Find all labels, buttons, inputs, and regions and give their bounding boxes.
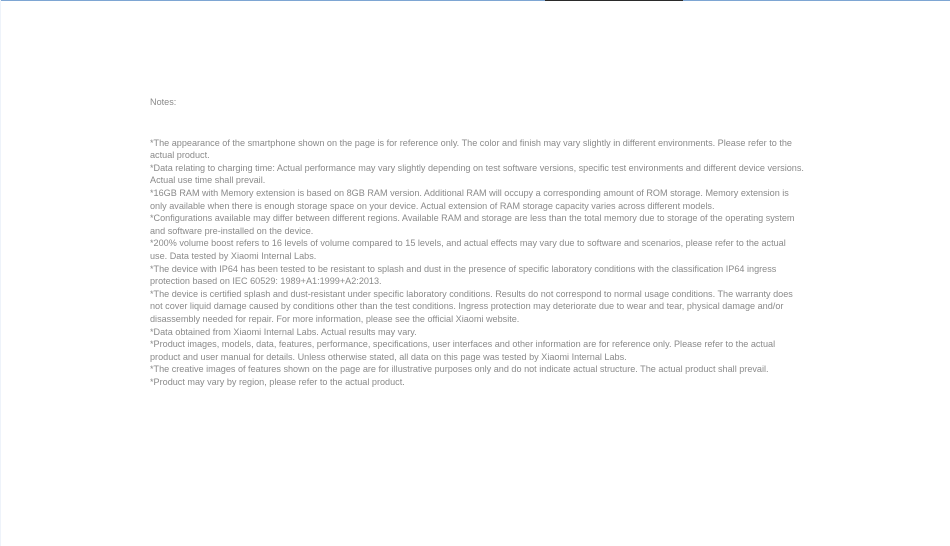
notes-section xyxy=(150,96,805,388)
notes-title: Notes: xyxy=(150,97,177,107)
note-item: *Data obtained from Xiaomi Internal Labs. Actual results may vary. xyxy=(150,326,417,337)
note-item: *200% volume boost refers to 16 levels of volume compared to 15 levels, and actual effects may vary due to software and scenarios, please refer to the actual use. Data tested by Xiaomi Internal Labs. xyxy=(150,238,786,261)
left-border xyxy=(0,0,1,546)
top-border xyxy=(0,0,950,1)
note-item: *Data relating to charging time: Actual performance may vary slightly depending on test software versions, specific test environments and different device versions. Actual use time shall prevail. xyxy=(150,162,804,186)
note-item: *Product may vary by region, please refer to the actual product. xyxy=(150,376,405,387)
note-item: *16GB RAM with Memory extension is based on 8GB RAM version. Additional RAM will occupy a corresponding amount of ROM storage. Memory extension is only available when there is enough storage space on your device. Actual extension of RAM storage capacity varies across different models. xyxy=(150,187,789,211)
note-item: *The device with IP64 has been tested to be resistant to splash and dust in the presence of specific laboratory conditions with the classification IP64 ingress protection based on IEC 60529: 1989+A1:1999+A2:2013. xyxy=(150,263,777,287)
top-edge-mark xyxy=(545,0,683,1)
note-item: *The device is certified splash and dust-resistant under specific laboratory conditions. Results do not correspond to normal usage conditions. The warranty does not cover liquid damage caused by conditions other than the test conditions. Ingress protection may deteriorate due to wear and tear, physical damage and/or disassembly needed for repair. For more information, please see the official Xiaomi website. xyxy=(150,288,793,324)
note-item: *Configurations available may differ between different regions. Available RAM and storage are less than the total memory due to storage of the operating system and software pre-installed on the device. xyxy=(150,213,795,236)
note-item: *The appearance of the smartphone shown on the page is for reference only. The color and finish may vary slightly in different environments. Please refer to the actual product. xyxy=(150,137,792,161)
note-item: *The creative images of features shown on the page are for illustrative purposes only and do not indicate actual structure. The actual product shall prevail. xyxy=(150,364,769,375)
note-item: *Product images, models, data, features, performance, specifications, user interfaces and other information are for reference only. Please refer to the actual product and user manual for details. Unless otherwise stated, all data on this page was tested by Xiaomi Internal Labs. xyxy=(150,339,776,362)
